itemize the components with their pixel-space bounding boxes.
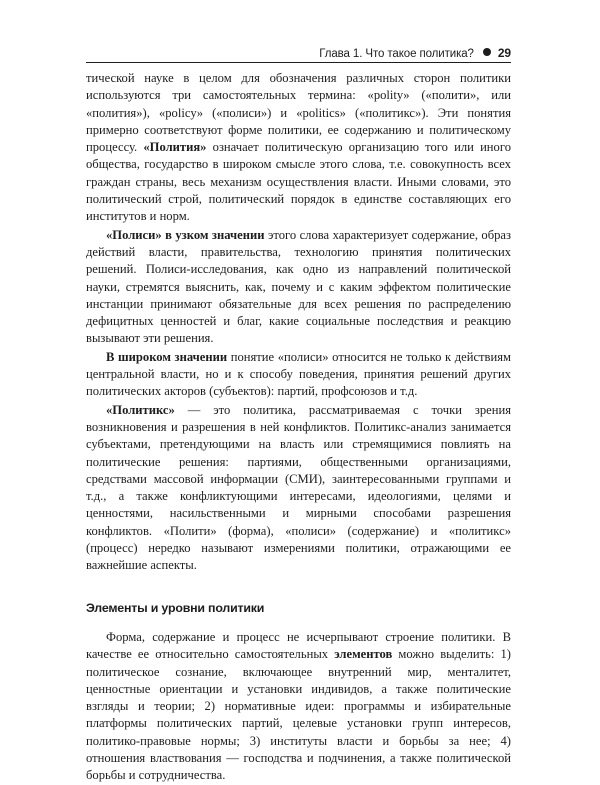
paragraph-politics bbox=[86, 402, 511, 575]
term-policy-narrow: «Полиси» в узком значении bbox=[106, 227, 265, 242]
running-header bbox=[86, 38, 511, 60]
text-span: тической науке в целом для обозначения различных сторон политики используются три самостоятельных термина: «polity» («полити», или «полития»), «policy» («полиси») и «politics» («политикс»). Эти понятия примерно соответствуют форме политики, ее содержанию и политическому процессу. bbox=[86, 71, 511, 155]
header-rule bbox=[86, 62, 511, 63]
page-body bbox=[86, 70, 511, 785]
text-span: этого слова характеризует содержание, образ действий власти, правительства, технологию принятия политических решений. Полиси-исследования, как одно из направлений политической науки, стремятся выяснить, как, почему и с каким эффектом политические инстанции принимают обязательные для всех решения по распределению дефицитных ценностей и благ, какие социальные последствия и реакцию вызывают эти решения. bbox=[86, 227, 511, 346]
term-policy-broad: В широком значении bbox=[106, 349, 228, 364]
bullet-icon bbox=[483, 48, 491, 56]
paragraph-policy-narrow bbox=[86, 227, 511, 348]
paragraph-elements bbox=[86, 629, 511, 785]
paragraph-policy-broad bbox=[86, 349, 511, 401]
text-span: можно выделить: 1) политическое сознание, включающее внутренний мир, менталитет, ценностные ориентации и установки индивидов, а также политические взгляды и теории; 2) нормативные идеи: программы и избирательные платформы политических партий, целевые установки групп интересов, политико-правовые нормы; 3) институты власти и борьбы за нее; 4) отношения властвования — господства и подчинения, а также политической борьбы и сотрудничества. bbox=[86, 647, 511, 783]
paragraph-polity bbox=[86, 70, 511, 226]
text-span: Форма, содержание и процесс не исчерпывают строение политики. В качестве ее относительно самостоятельных bbox=[86, 629, 511, 662]
page-number: 29 bbox=[497, 46, 511, 60]
section-heading: Элементы и уровни политики bbox=[86, 600, 265, 615]
term-politics: «Политикс» bbox=[106, 402, 175, 417]
term-elements: элементов bbox=[334, 647, 393, 662]
text-span: понятие «полиси» относится не только к действиям центральной власти, но и к способу поведения, принятия решений других политических акторов (субъектов): партий, профсоюзов и т.д. bbox=[86, 349, 511, 399]
chapter-title: Глава 1. Что такое политика? bbox=[319, 48, 474, 60]
term-politiya: «Полития» bbox=[143, 140, 207, 155]
text-span: означает политическую организацию того или иного общества, государство в широком смысле этого слова, т.е. совокупность всех граждан страны, весь механизм осуществления власти. Иными словами, это политический строй, политический порядок в единстве составляющих его институтов и норм. bbox=[86, 140, 511, 224]
text-span: — это политика, рассматриваемая с точки зрения возникновения и разрешения в ней конфликтов. Политикс-анализ занимается субъектами, претендующими на власть или стремящимися повлиять на политические решения: партиями, общественными организациями, средствами массовой информации (СМИ), заинтересованными группами и т.д., а также конфликтующими интересами, идеологиями, целями и ценностями, насильственными и мирными способами разрешения конфликтов. «Полити» (форма), «полиси» (содержание) и «политикс» (процесс) нередко называют измерениями политики, отражающими ее важнейшие аспекты. bbox=[86, 402, 511, 573]
